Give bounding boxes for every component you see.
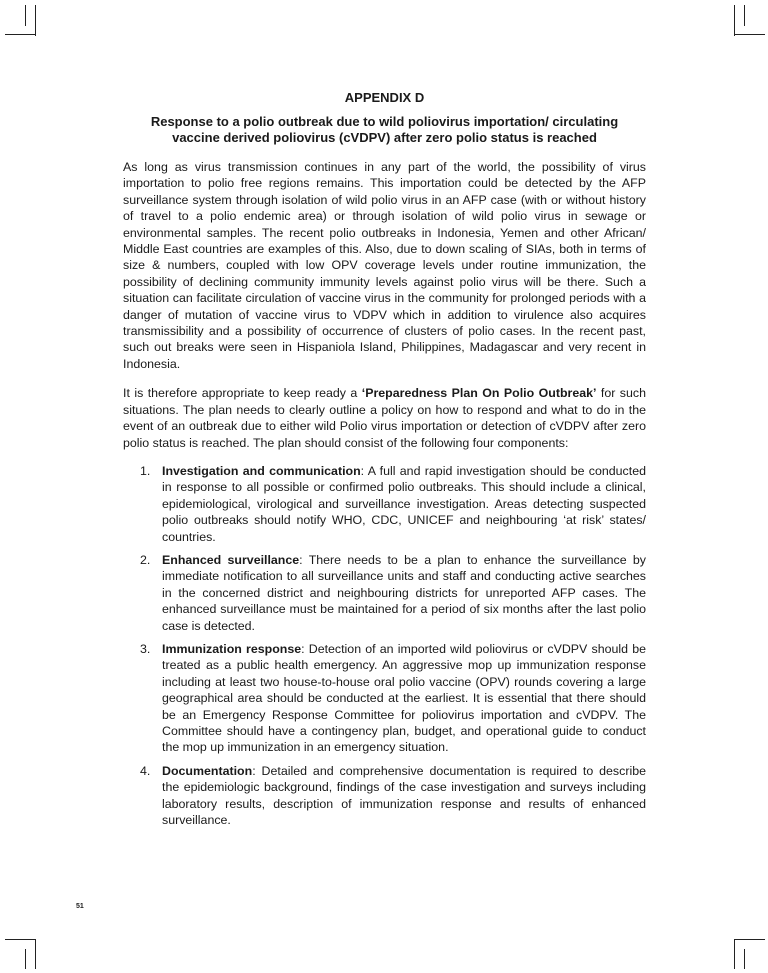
- crop-mark-top-right-v2: [744, 5, 745, 26]
- list-item-heading: Investigation and communication: [162, 463, 361, 478]
- list-item-number: 2.: [140, 552, 151, 567]
- list-item: [123, 763, 646, 829]
- list-item-text: : Detection of an imported wild poliovirus or cVDPV should be treated as a public health emergency. An aggressive mop up immunization response including at least two house-to-house oral polio vaccine (OPV) rounds covering a large geographical area should be conducted at the earliest. It is essential that there should be an Emergency Response Committee for poliovirus importation and cVDPV. The Committee should have a contingency plan, budget, and operational guide to conduct the mop up immunization in an emergency situation.: [162, 641, 646, 755]
- document-title: [123, 114, 646, 146]
- crop-mark-top-left-h: [5, 34, 36, 35]
- list-item: [123, 463, 646, 545]
- title-line-2: vaccine derived poliovirus (cVDPV) after zero polio status is reached: [172, 130, 597, 145]
- preparedness-paragraph: [123, 385, 646, 451]
- list-item-heading: Immunization response: [162, 641, 302, 656]
- list-item: [123, 552, 646, 634]
- crop-mark-bottom-right-v2: [744, 949, 745, 969]
- list-item-heading: Documentation: [162, 763, 253, 778]
- components-list: [123, 463, 646, 829]
- list-item: [123, 641, 646, 756]
- appendix-heading: APPENDIX D: [344, 90, 425, 105]
- crop-mark-bottom-left-v: [35, 939, 36, 969]
- list-item-text: : A full and rapid investigation should be conducted in response to all possible or confirmed polio outbreaks. This should include a clinical, epidemiological, virological and surveillance investigation. Areas detecting suspected polio outbreaks should notify WHO, CDC, UNICEF and neighbouring ‘at risk’ states/ countries.: [162, 463, 646, 544]
- list-item-text: : There needs to be a plan to enhance the surveillance by immediate notification to all surveillance units and staff and conducting active searches in the concerned district and neighbouring districts for unreported AFP cases. The enhanced surveillance must be maintained for a period of six months after the last polio case is detected.: [162, 552, 646, 633]
- crop-mark-top-right-v: [734, 5, 735, 36]
- page-number: 51: [76, 903, 84, 910]
- title-line-1: Response to a polio outbreak due to wild poliovirus importation/ circulating: [150, 114, 619, 129]
- list-item-number: 1.: [140, 463, 151, 478]
- crop-mark-top-left-v: [35, 5, 36, 36]
- document-page: [123, 90, 646, 835]
- crop-mark-top-left-v2: [25, 5, 26, 26]
- intro-paragraph: As long as virus transmission continues in any part of the world, the possibility of virus importation to polio free regions remains. This importation could be detected by the AFP surveillance system through isolation of wild polio virus in an AFP case (with or without history of travel to a polio endemic area) or through isolation of wild polio virus in sewage or environmental samples. The recent polio outbreaks in Indonesia, Yemen and other African/ Middle East countries are examples of this. Also, due to down scaling of SIAs, both in terms of size & numbers, coupled with low OPV coverage levels under routine immunization, the possibility of declining community immunity levels against polio virus will be there. Such a situation can facilitate circulation of vaccine virus in the community for prolonged periods with a danger of mutation of vaccine virus to VDPV which in addition to virulence also acquires transmissibility and a possibility of occurrence of clusters of polio cases. In the recent past, such out breaks were seen in Hispaniola Island, Philippines, Madagascar and very recent in Indonesia.: [123, 160, 646, 371]
- preparedness-text-before: It is therefore appropriate to keep ready a: [123, 386, 362, 401]
- crop-mark-bottom-right-v: [734, 939, 735, 969]
- crop-mark-bottom-right-h: [735, 939, 765, 940]
- preparedness-plan-emphasis: ‘Preparedness Plan On Polio Outbreak’: [361, 386, 597, 401]
- list-item-text: : Detailed and comprehensive documentation is required to describe the epidemiologic background, findings of the case investigation and surveys including laboratory results, description of immunization response and results of enhanced surveillance.: [162, 763, 646, 828]
- crop-mark-bottom-left-h: [5, 939, 36, 940]
- list-item-number: 3.: [140, 641, 151, 656]
- crop-mark-top-right-h: [735, 34, 765, 35]
- list-item-heading: Enhanced surveillance: [162, 552, 300, 567]
- preparedness-text-after: for such situations. The plan needs to clearly outline a policy on how to respond and what to do in the event of an outbreak due to either wild Polio virus importation or detection of cVDPV after zero polio status is reached. The plan should consist of the following four components:: [123, 386, 646, 450]
- crop-mark-bottom-left-v2: [25, 949, 26, 969]
- list-item-number: 4.: [140, 763, 151, 778]
